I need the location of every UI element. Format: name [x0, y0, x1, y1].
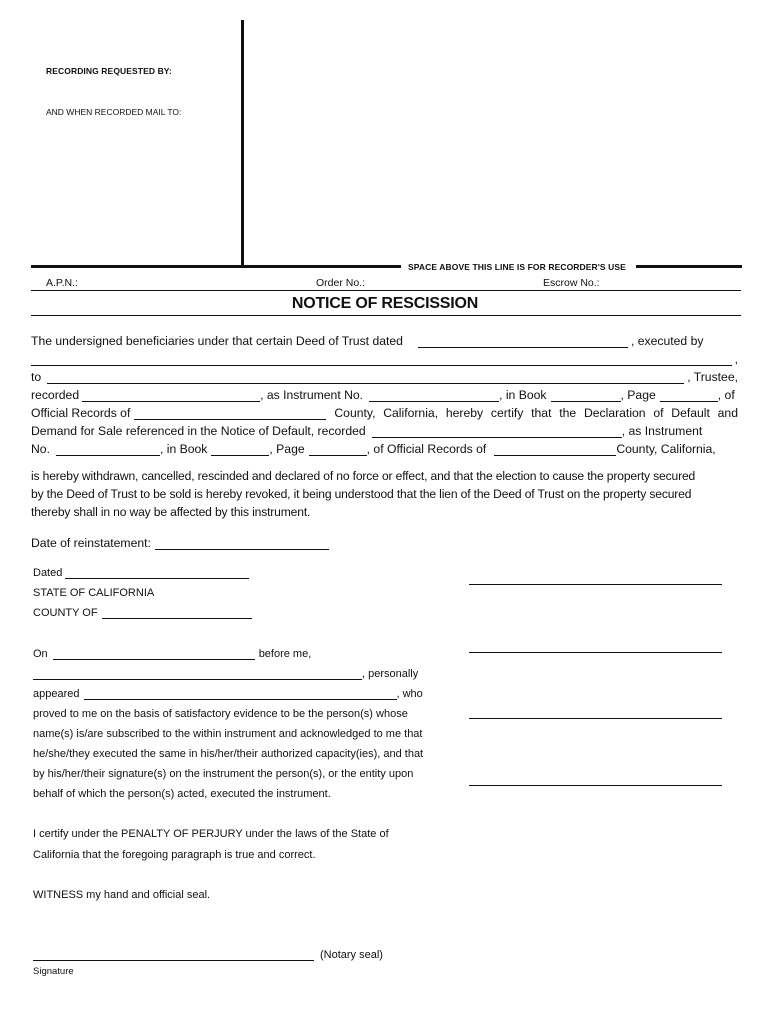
page-text: , Page [620, 388, 656, 402]
dated-row [33, 567, 249, 579]
recorder-vertical-divider [241, 20, 244, 267]
signature-row [33, 949, 383, 961]
official-records-text: Official Records of [31, 406, 131, 420]
executed-by-field[interactable] [31, 354, 732, 366]
county-of-label: COUNTY OF [33, 607, 98, 619]
perjury-line-1: I certify under the PENALTY OF PERJURY under the laws of the State of [33, 828, 389, 840]
proved-line-3: he/she/they executed the same in his/her/their authorized capacity(ies), and that [33, 748, 424, 760]
rescind-line-3: thereby shall in no way be affected by this instrument. [31, 505, 311, 519]
instrument-no-text: , as Instrument No. [260, 388, 364, 402]
title-rule [31, 315, 741, 316]
county-row [33, 607, 252, 619]
trustee-text: , Trustee, [687, 370, 738, 384]
nod-book-field[interactable] [211, 444, 269, 456]
notary-name-field[interactable] [33, 669, 362, 680]
mail-to-label: AND WHEN RECORDED MAIL TO: [46, 107, 182, 117]
to-text: to [31, 370, 42, 384]
before-me-label: before me, [258, 648, 312, 660]
nod-in-book-text: , in Book [159, 442, 208, 456]
proved-line-1: proved to me on the basis of satisfactory evidence to be the person(s) whose [33, 708, 408, 720]
header-rule [31, 290, 741, 291]
body-line-4 [31, 388, 738, 402]
instrument-no-field[interactable] [369, 390, 499, 402]
no-text: No. [31, 442, 50, 456]
of-text: , of [717, 388, 735, 402]
beneficiary-signature-line-2[interactable] [469, 652, 722, 653]
recorder-line-left [31, 265, 401, 268]
appeared-row [33, 688, 423, 700]
dated-field[interactable] [65, 568, 249, 579]
beneficiary-signature-line-1[interactable] [469, 584, 722, 585]
page-field[interactable] [660, 390, 718, 402]
page-title: NOTICE OF RESCISSION [291, 295, 479, 312]
recorded-date-field[interactable] [82, 390, 260, 402]
dated-label: Dated [33, 567, 63, 579]
appeared-field[interactable] [84, 689, 397, 700]
notary-date-field[interactable] [53, 649, 255, 660]
nod-county-field[interactable] [494, 444, 616, 456]
on-row [33, 648, 311, 660]
trustee-field[interactable] [47, 372, 684, 384]
apn-label: A.P.N.: [46, 277, 78, 289]
recorder-line-right [636, 265, 742, 268]
personally-label: , personally [362, 668, 419, 680]
recording-requested-label: RECORDING REQUESTED BY: [46, 66, 172, 76]
perjury-line-2: California that the foregoing paragraph is true and correct. [33, 849, 316, 861]
body-line-5 [31, 406, 738, 420]
comma-text: , [734, 352, 738, 366]
nod-county-text: County, California, [616, 442, 716, 456]
appeared-label: appeared [33, 688, 80, 700]
signature-label: Signature [33, 966, 74, 977]
proved-line-2: name(s) is/are subscribed to the within instrument and acknowledged to me that [33, 728, 423, 740]
deed-dated-text: The undersigned beneficiaries under that certain Deed of Trust dated [31, 334, 403, 348]
county-certify-text: County, California, hereby certify that the Declaration of Default and [334, 406, 738, 420]
reinstatement-date-field[interactable] [155, 538, 329, 550]
body-line-3 [31, 370, 738, 384]
body-line-7 [31, 442, 738, 456]
body-line-2 [31, 352, 738, 366]
beneficiary-signature-line-4[interactable] [469, 785, 722, 786]
on-label: On [33, 648, 48, 660]
reinstatement-row [31, 536, 329, 550]
proved-line-4: by his/her/their signature(s) on the instrument the person(s), or the entity upon [33, 768, 414, 780]
escrow-no-label: Escrow No.: [543, 277, 600, 289]
nod-recorded-field[interactable] [372, 426, 622, 438]
nod-instrument-field[interactable] [56, 444, 160, 456]
nod-records-text: , of Official Records of [366, 442, 487, 456]
personally-row [33, 668, 418, 680]
body-line-1 [31, 334, 738, 348]
demand-for-sale-text: Demand for Sale referenced in the Notice of Default, recorded [31, 424, 366, 438]
rescind-line-1: is hereby withdrawn, cancelled, rescinded and declared of no force or effect, and that the election to cause the property secured [31, 469, 696, 483]
state-label: STATE OF CALIFORNIA [33, 587, 155, 599]
beneficiary-signature-line-3[interactable] [469, 718, 722, 719]
deed-date-field[interactable] [418, 336, 628, 348]
order-no-label: Order No.: [316, 277, 366, 289]
county-field[interactable] [134, 408, 326, 420]
notary-county-field[interactable] [102, 608, 252, 619]
executed-by-text: , executed by [630, 334, 704, 348]
proved-line-5: behalf of which the person(s) acted, executed the instrument. [33, 788, 331, 800]
recorder-use-label: SPACE ABOVE THIS LINE IS FOR RECORDER'S USE [408, 262, 626, 272]
recorded-text: recorded [31, 388, 80, 402]
book-field[interactable] [551, 390, 621, 402]
in-book-text: , in Book [499, 388, 547, 402]
witness-text: WITNESS my hand and official seal. [33, 889, 211, 901]
as-instrument-text: , as Instrument [621, 424, 703, 438]
reinstatement-label: Date of reinstatement: [31, 536, 151, 550]
body-line-6 [31, 424, 738, 438]
notary-signature-field[interactable] [33, 950, 314, 961]
nod-page-field[interactable] [309, 444, 367, 456]
notary-seal-label: (Notary seal) [320, 949, 383, 961]
who-label: , who [396, 688, 423, 700]
rescind-line-2: by the Deed of Trust to be sold is hereby revoked, it being understood that the lien of the Deed of Trust on the property secured [31, 487, 692, 501]
nod-page-text: , Page [269, 442, 305, 456]
